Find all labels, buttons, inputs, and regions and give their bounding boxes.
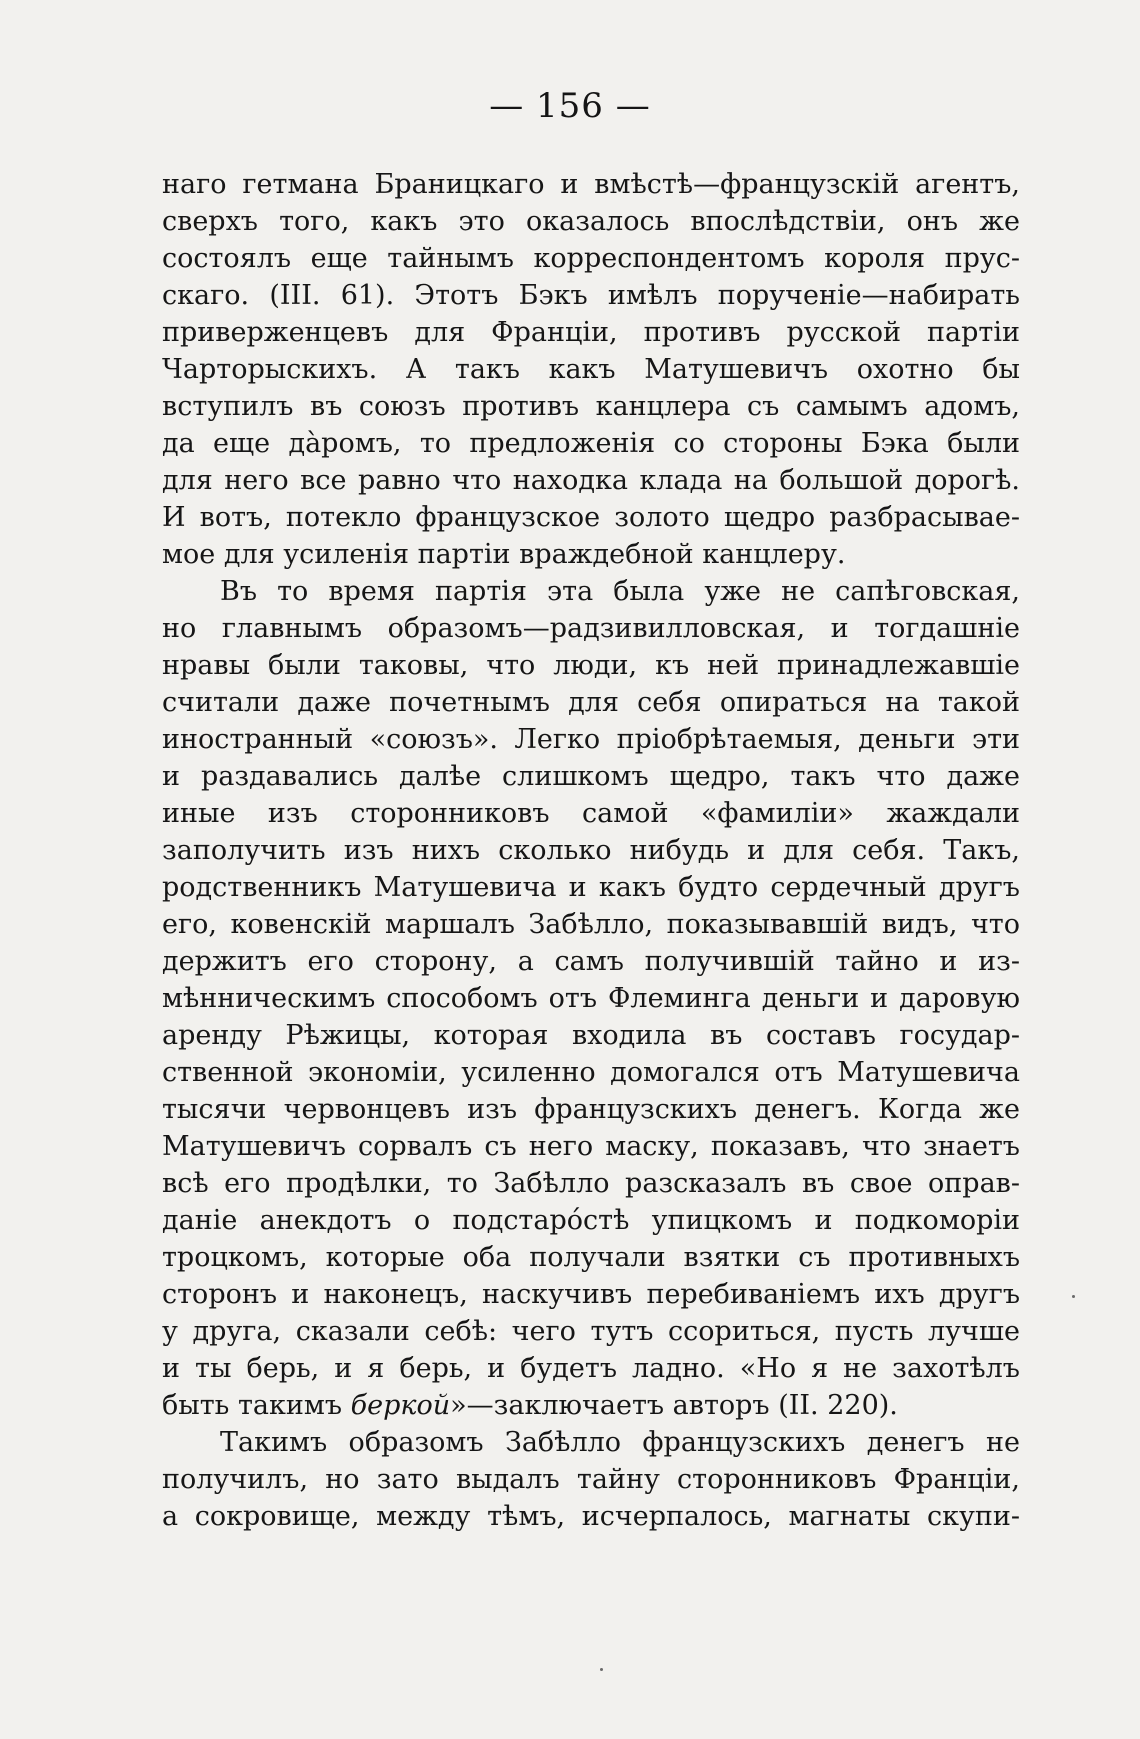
- text-line: родственникъ Матушевича и какъ будто сердечный другъ: [162, 872, 1020, 903]
- text-line: иностранный «союзъ». Легко пріобрѣтаемыя, деньги эти: [162, 724, 1020, 755]
- text-line: для него все равно что находка клада на большой дорогѣ.: [162, 465, 1020, 496]
- text-line: а сокровище, между тѣмъ, исчерпалось, магнаты скупи-: [162, 1501, 1020, 1532]
- text-line: тысячи червонцевъ изъ французскихъ денегъ. Когда же: [162, 1094, 1020, 1125]
- text-line: даніе анекдотъ о подстарóстѣ упицкомъ и подкоморіи: [162, 1205, 1020, 1236]
- text-line: всѣ его продѣлки, то Забѣлло разсказалъ въ свое оправ-: [162, 1168, 1020, 1199]
- text-line: но главнымъ образомъ—радзивилловская, и тогдашніе: [162, 613, 1020, 644]
- body-text: [162, 166, 1020, 1535]
- text-line: ственной экономіи, усиленно домогался отъ Матушевича: [162, 1057, 1020, 1088]
- text-line: приверженцевъ для Франціи, противъ русской партіи: [162, 317, 1020, 348]
- text-line: получилъ, но зато выдалъ тайну сторонниковъ Франціи,: [162, 1464, 1020, 1495]
- scan-speck: [600, 1668, 603, 1671]
- text-line: иные изъ сторонниковъ самой «фамиліи» жаждали: [162, 798, 1020, 829]
- text-fragment: »—заключаетъ авторъ (II. 220).: [450, 1390, 898, 1421]
- text-line: Въ то время партія эта была уже не сапѣговская,: [220, 576, 1020, 607]
- text-line: нравы были таковы, что люди, къ ней принадлежавшіе: [162, 650, 1020, 681]
- italic-word: беркой: [350, 1390, 451, 1421]
- text-line: троцкомъ, которые оба получали взятки съ противныхъ: [162, 1242, 1020, 1273]
- text-line: считали даже почетнымъ для себя опираться на такой: [162, 687, 1020, 718]
- text-line-with-italic: [162, 1387, 1020, 1424]
- text-line: заполучить изъ нихъ сколько нибудь и для себя. Такъ,: [162, 835, 1020, 866]
- text-line: сторонъ и наконецъ, наскучивъ перебиваніемъ ихъ другъ: [162, 1279, 1020, 1310]
- text-line: И вотъ, потекло французское золото щедро разбрасывае-: [162, 502, 1020, 533]
- scan-speck: [1072, 1295, 1075, 1298]
- text-line: аренду Рѣжицы, которая входила въ составъ государ-: [162, 1020, 1020, 1051]
- text-line: Матушевичъ сорвалъ съ него маску, показавъ, что знаетъ: [162, 1131, 1020, 1162]
- text-line: мое для усиленія партіи враждебной канцлеру.: [162, 539, 846, 570]
- text-line: и раздавались далѣе слишкомъ щедро, такъ что даже: [162, 761, 1020, 792]
- text-fragment: быть такимъ: [162, 1390, 351, 1421]
- text-line: и ты берь, и я берь, и будетъ ладно. «Но я не захотѣлъ: [162, 1353, 1020, 1384]
- text-line: сверхъ того, какъ это оказалось впослѣдствіи, онъ же: [162, 206, 1020, 237]
- text-line: у друга, сказали себѣ: чего тутъ ссориться, пусть лучше: [162, 1316, 1020, 1347]
- text-line: держитъ его сторону, а самъ получившій тайно и из-: [162, 946, 1020, 977]
- text-line: состоялъ еще тайнымъ корреспондентомъ короля прус-: [162, 243, 1020, 274]
- text-line: скаго. (III. 61). Этотъ Бэкъ имѣлъ порученіе—набирать: [162, 280, 1020, 311]
- text-line: наго гетмана Браницкаго и вмѣстѣ—французскій агентъ,: [162, 169, 1020, 200]
- text-line: да еще дàромъ, то предложенія со стороны Бэка были: [162, 428, 1020, 459]
- text-line: Чарторыскихъ. А такъ какъ Матушевичъ охотно бы: [162, 354, 1020, 385]
- text-line: его, ковенскій маршалъ Забѣлло, показывавшій видъ, что: [162, 909, 1020, 940]
- page-number: — 156 —: [489, 86, 651, 126]
- text-line: вступилъ въ союзъ противъ канцлера съ самымъ адомъ,: [162, 391, 1020, 422]
- text-line: мѣнническимъ способомъ отъ Флеминга деньги и даровую: [162, 983, 1020, 1014]
- text-line: Такимъ образомъ Забѣлло французскихъ денегъ не: [220, 1427, 1020, 1458]
